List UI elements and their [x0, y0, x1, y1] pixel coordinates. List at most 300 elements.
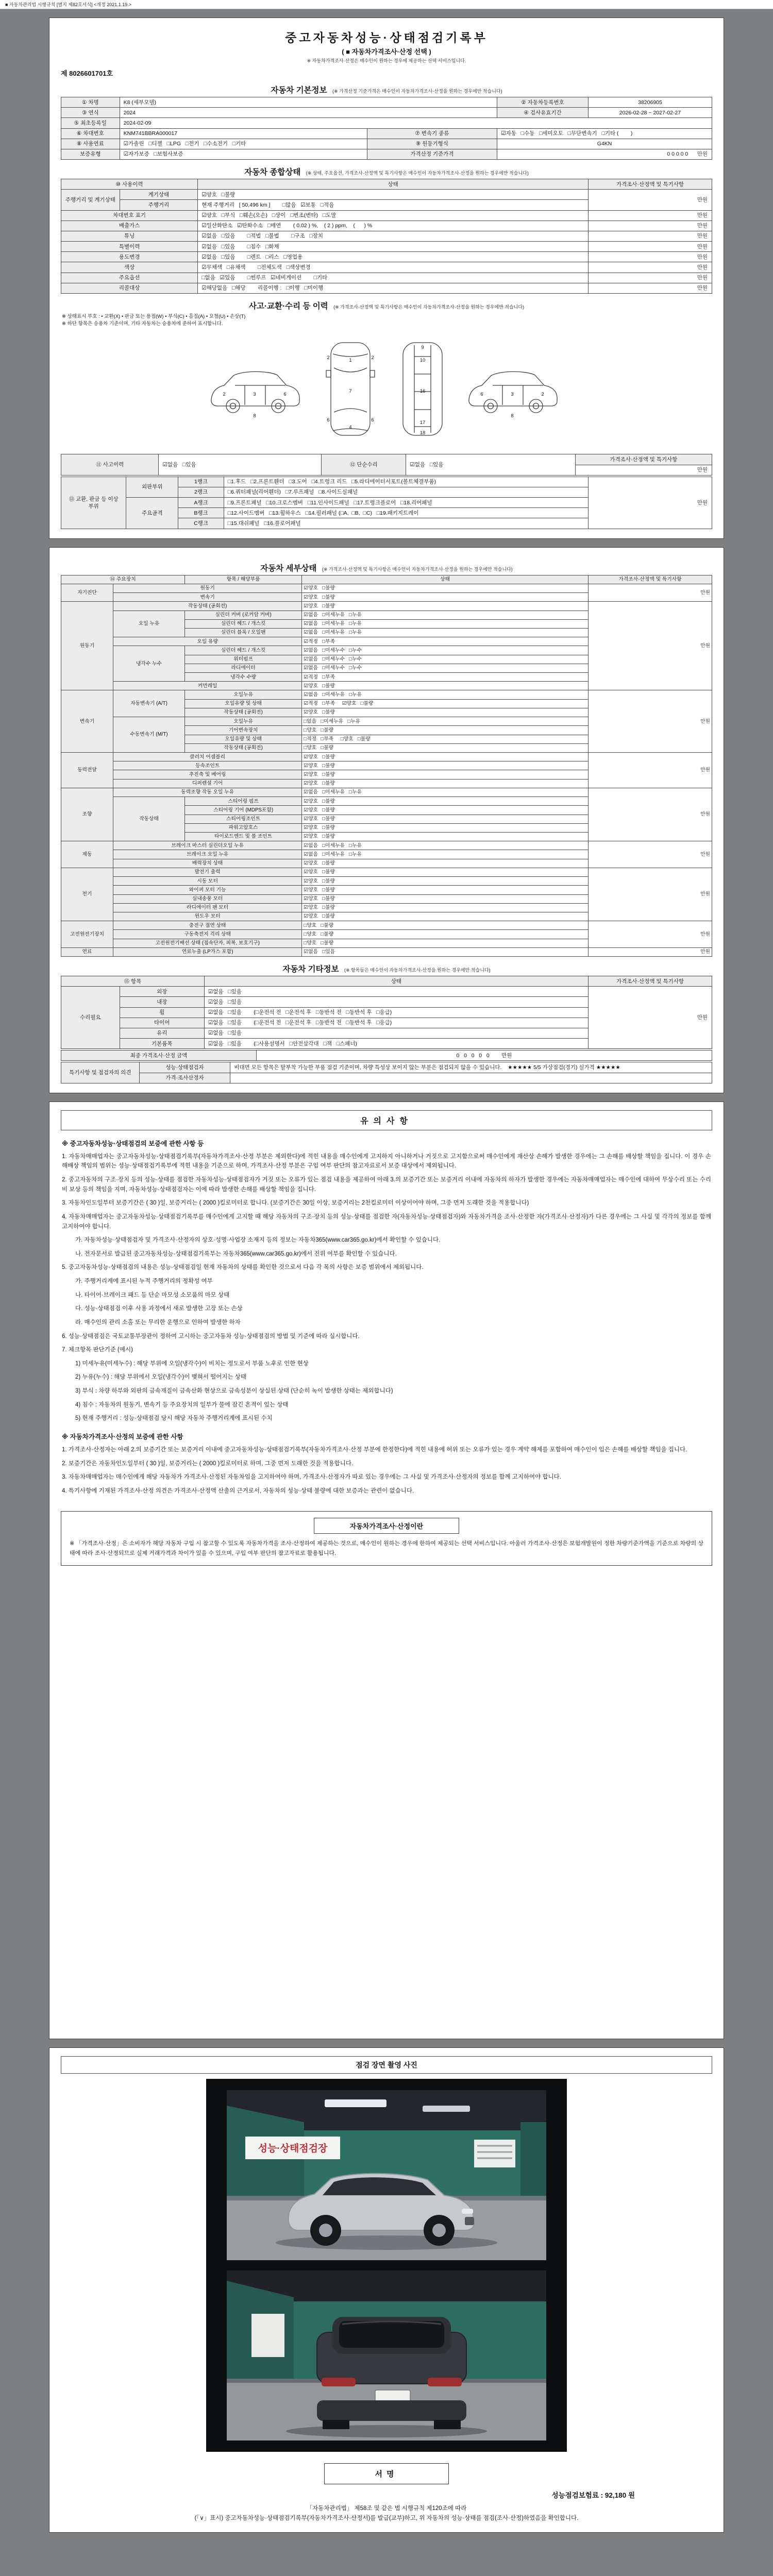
page-1	[49, 18, 724, 539]
checkbox-group[interactable]: ☑양호 □불량	[302, 682, 589, 690]
final-price: 0 0 0 0 0 만원	[256, 1050, 712, 1061]
field-label: ⑥ 차대번호	[61, 128, 120, 139]
svg-text:8: 8	[511, 413, 514, 419]
svg-text:8: 8	[253, 413, 256, 419]
document-number: 제 8026601701호	[61, 70, 113, 77]
checkbox-group[interactable]: ☑양호 □불량	[198, 190, 589, 200]
field-label: ⑩ 사용이력	[61, 179, 198, 190]
field-label: ⑧ 사용연료	[61, 139, 120, 149]
field-label: ③ 연식	[61, 108, 120, 118]
detail-section-note: (※ 가격조사·산정액 및 특기사항은 매수인이 자동차가격조사·산정을 원하는 경우에만 적습니다)	[322, 566, 513, 572]
field-label: 기어변속장치	[184, 726, 301, 735]
checkbox-group[interactable]: ☑없음 □있음	[204, 987, 588, 997]
notice-item: 다. 성능·상태점검 이후 사용 과정에서 새로 발생한 고장 또는 손상	[75, 1306, 243, 1312]
document-subtitle-note: ※ 자동차가격조사·산정은 매수인이 원하는 경우에 제공하는 선택 서비스입니다.	[307, 58, 466, 63]
svg-text:18: 18	[419, 430, 426, 436]
field-label: 리콜대상	[61, 283, 198, 293]
field-label: 실린더 헤드 / 개스킷	[184, 646, 301, 655]
inspector-opinion: 비대면 모든 항목은 탈부착 가능한 부품 점검 기준이며, 차량 특성상 보이지 않는 부분은 점검되지 않을 수 있습니다. ★★★★★ 5/5 가상점검(경기) 실가격 ★★★★★	[230, 1062, 712, 1073]
notice-item: 3. 자동차인도일부터 보증기간은 ( 30 )일, 보증거리는 ( 2000 )킬로미터로 합니다. (보증기간은 30일 이상, 보증거리는 2천킬로미터 이상이어야 하며, 그중 먼저 도래한 것을 적용합니다)	[62, 1200, 529, 1207]
appraiser-opinion	[230, 1073, 712, 1083]
notice-item: 2. 중고자동차의 구조·장치 등의 성능·상태를 점검한 자동차성능·상태점검자가 거짓 또는 오류가 있는 점검 내용을 제공하여 아래 3.의 보증기간 또는 보증거리 이내에 자동차의 하자가 발생한 경우에는 자동차매매업자는 매수인에 대하여 무상수리 또는 수리비 보상 등의 책임을 지며, 자동차성능·상태점검자는 이에 따라 발생한 손해를 배상할 책임을 집니다.	[62, 1177, 711, 1193]
svg-text:7: 7	[349, 388, 352, 395]
field-label: 라디에이터 팬 모터	[113, 903, 302, 912]
comprehensive-section-note: (※ 상태, 주요옵션, 가격조사·산정액 및 특기사항은 매수인이 자동차가격조사·산정을 원하는 경우에만 적습니다)	[306, 171, 529, 176]
checkbox-group[interactable]: ☑없음 □미세누유 □누유	[302, 690, 589, 699]
field-label: 구동축전지 격리 상태	[113, 930, 302, 939]
comprehensive-section-header	[61, 166, 712, 177]
field-label: 등속조인트	[113, 761, 302, 770]
checkbox-group[interactable]: ☑양호 □불량	[302, 832, 589, 841]
field-label: 브레이크 오일 누유	[113, 850, 302, 859]
notice-item: 3) 부식 : 차량 하부와 외판의 금속재질이 금속산화 현상으로 금속성분이 상실된 상태 (단순히 녹이 발생한 상태는 제외합니다)	[75, 1388, 393, 1394]
field-label: 원동기	[113, 584, 302, 592]
checkbox-group[interactable]: ☑없음 □있음	[406, 454, 575, 475]
field-label: 주행거리 및 계기상태	[61, 190, 120, 210]
field-value: 만원	[589, 242, 712, 252]
field-label: 용도변경	[61, 252, 198, 262]
inspection-period: 2026-02-28 ~ 2027-02-27	[589, 108, 712, 118]
inspection-fee-value: 92,180 원	[604, 2491, 635, 2499]
checkbox-group[interactable]: ☑양호 □불량	[302, 753, 589, 761]
svg-text:9: 9	[421, 345, 424, 351]
field-value: 만원	[589, 210, 712, 221]
checkbox-group[interactable]: □6.쿼터패널(리어휀더) □7.루프패널 □8.사이드실패널	[224, 487, 588, 497]
field-label: 주행거리	[120, 200, 198, 210]
etc-section-header	[61, 963, 712, 974]
checkbox-group[interactable]: ☑없음 □미세누유 □누유	[302, 841, 589, 850]
checkbox-group[interactable]: □양호 □불량	[302, 726, 589, 735]
field-label: 변속기	[113, 593, 302, 602]
detail-section-title: 자동차 세부상태	[260, 564, 317, 573]
field-label: 가격조사·산정액 및 특기사항	[589, 575, 712, 584]
plate-number: 38206905	[589, 97, 712, 108]
model-year: 2024	[120, 108, 497, 118]
field-label: 최종 가격조사·산정 금액	[61, 1050, 257, 1061]
field-label: 타이로드엔드 및 볼 조인트	[184, 832, 301, 841]
field-label: 튜닝	[61, 231, 198, 241]
checkbox-group[interactable]: □15.대쉬패널 □16.플로어패널	[224, 518, 588, 529]
svg-text:16: 16	[419, 388, 426, 395]
signature-box: 서명	[324, 2463, 449, 2484]
field-label: 수리필요	[61, 987, 120, 1049]
notice-item: 나. 타이어·브레이크 패드 등 단순 마모성 소모품의 마모 상태	[75, 1292, 230, 1298]
field-value: 만원	[589, 987, 712, 1049]
field-label: 차대번호 표기	[61, 210, 198, 221]
basic-section-header	[61, 84, 712, 95]
notice-item: 라. 매수인의 관리 소홀 또는 무리한 운행으로 인하여 발생한 하자	[75, 1319, 241, 1326]
field-label: 고전원전기장치	[61, 921, 113, 948]
field-label: 시동 모터	[113, 877, 302, 886]
notice-item: 4) 침수 : 자동차의 원동기, 변속기 등 주요장치의 일부가 물에 잠긴 흔적이 있는 상태	[75, 1401, 289, 1408]
checkbox-group[interactable]: ☑양호 □불량	[302, 593, 589, 602]
field-value: 만원	[589, 947, 712, 956]
field-value: 만원	[589, 477, 712, 529]
notice-item: 5) 현재 주행거리 : 성능·상태점검 당시 해당 자동차 주행거리계에 표시된 수치	[75, 1415, 273, 1422]
field-label: 오일누유	[184, 717, 301, 726]
svg-text:1: 1	[349, 358, 352, 364]
field-value: 만원	[589, 283, 712, 293]
notice-section-heading: ※ 자동차가격조사·산정의 보증에 관한 사항	[62, 1433, 183, 1440]
svg-text:3: 3	[253, 392, 256, 398]
field-value: 만원	[589, 921, 712, 948]
field-label: 배출가스	[61, 221, 198, 231]
field-label: 동력전달	[61, 753, 113, 788]
accident-history-table	[61, 454, 712, 475]
field-label: ① 차명	[61, 97, 120, 108]
checkbox-group[interactable]: ☑없음 □있음 □렌트 □리스 □영업용	[198, 252, 589, 262]
checkbox-group[interactable]: □적정 □부족 □양호 □불량	[302, 735, 589, 743]
field-label: 타이어	[120, 1018, 204, 1028]
field-label: 특별이력	[61, 242, 198, 252]
accident-diagram-wrap	[61, 330, 712, 451]
field-label: 커먼레일	[113, 682, 302, 690]
inspection-photo-front	[227, 2090, 546, 2260]
basic-section-title: 자동차 기본정보	[271, 86, 327, 95]
field-value: 만원	[589, 221, 712, 231]
checkbox-group[interactable]: ☑없음 □미세누유 □누유	[302, 788, 589, 796]
legal-statement-line1: 「자동차관리법」 제58조 및 같은 법 시행규칙 제120조에 따라	[306, 2505, 467, 2512]
field-value: 만원	[589, 262, 712, 273]
field-label: 가격산정 기준가격	[367, 149, 497, 159]
checkbox-group[interactable]: ☑해당없음 □해당 리콜이행 : □이행 □미이행	[198, 283, 589, 293]
field-label: 발전기 출력	[113, 868, 302, 876]
field-label: 가격·조사산정자	[139, 1073, 230, 1083]
field-label: 변속기	[61, 690, 113, 753]
notice-item: 4. 특기사항에 기재된 가격조사·산정 의견은 가격조사·산정액 산출의 근거로서, 자동차의 성능·상태 불량에 대한 보증과는 관련이 없습니다.	[62, 1487, 414, 1494]
checkbox-group[interactable]: ☑없음 □미세누수 □누수	[302, 655, 589, 664]
field-label: 클러치 어셈블리	[113, 753, 302, 761]
checkbox-group[interactable]: ☑없음 □미세누유 □누유	[302, 628, 589, 637]
field-label: 가격조사·산정액 및 특기사항	[575, 454, 712, 465]
checkbox-group[interactable]: □없음 ☑있음 □썬루프 ☑네비게이션 □기타	[198, 273, 589, 283]
checkbox-group[interactable]: ☑없음 □있음 (□사용설명서 □안전삼각대 □잭 □스패너)	[204, 1039, 588, 1049]
field-label: 제동	[61, 841, 113, 868]
field-label: 와이퍼 모터 기능	[113, 886, 302, 894]
svg-text:3: 3	[511, 392, 514, 398]
car-damage-diagram	[201, 330, 572, 448]
field-label: 디퍼렌셜 기어	[113, 779, 302, 788]
checkbox-group[interactable]: ☑적정 □부족	[302, 673, 589, 682]
field-label: 오일누유	[184, 690, 301, 699]
checkbox-group[interactable]: ☑없음 □미세누수 □누수	[302, 664, 589, 672]
page-3	[49, 1101, 724, 2039]
field-label: A랭크	[178, 498, 224, 508]
field-label: 외판부위	[126, 477, 178, 497]
checkbox-group[interactable]: ☑양호 □불량	[302, 894, 589, 903]
diagram-part-numbers	[223, 345, 544, 436]
field-value: 만원	[589, 753, 712, 788]
field-label: 특기사항 및 점검자의 의견	[61, 1062, 140, 1083]
vin: KNM741BBRA000017	[120, 128, 367, 139]
checkbox-group[interactable]: □1.후드 □2.프론트휀더 □3.도어 □4.트렁크 리드 □5.라디에이터서포트(볼트체결부품)	[224, 477, 588, 487]
field-label: 작동상태 (공회전)	[184, 743, 301, 752]
field-label: 성능·상태점검자	[139, 1062, 230, 1073]
field-label: 주요옵션	[61, 273, 198, 283]
field-label: ⑦ 변속기 종류	[367, 128, 497, 139]
field-label: 추진축 및 베어링	[113, 770, 302, 779]
notice-item: 5. 중고자동차성능·상태점검의 내용은 성능·상태점검일 현재 자동차의 상태를 확인한 것으로서 다음 각 목의 사항은 보증 범위에서 제외됩니다.	[62, 1264, 424, 1271]
inspection-fee-label: 성능점검보험료 :	[551, 2491, 603, 2499]
checkbox-group[interactable]: ☑없음 □있음	[204, 1028, 588, 1038]
notice-item: 1. 가격조사·산정자는 아래 2.의 보증기간 또는 보증거리 이내에 중고자동차성능·상태점검기록부(자동차가격조사·산정 부분에 한정한다)에 적힌 내용에 허위 또는 오류가 있는 경우 계약 해제를 포함하여 매수인이 입은 손해를 배상할 책임을 집니다.	[62, 1446, 687, 1453]
etc-section-note: (※ 항목들은 매수인이 자동차가격조사·산정을 원하는 경우에만 적습니다)	[344, 968, 491, 973]
accident-section-note: (※ 가격조사·산정액 및 특기사항은 매수인이 자동차가격조사·산정을 원하는 경우에만 적습니다)	[333, 304, 525, 310]
transmission-type[interactable]: ☑자동 □수동 □세미오토 □무단변속기 □기타 ( )	[497, 128, 712, 139]
field-label: 1랭크	[178, 477, 224, 487]
checkbox-group[interactable]: ☑없음 □있음	[302, 947, 589, 956]
field-label: 냉각수 수량	[184, 673, 301, 682]
inspection-fee-line	[61, 2489, 635, 2500]
document-subtitle: ( ■ 자동차가격조사·산정 선택 )	[342, 48, 431, 56]
notice-item: 1) 미세누유(미세누수) : 해당 부위에 오일(냉각수)이 비치는 정도로서 부품 노후로 인한 현상	[75, 1360, 309, 1367]
checkbox-group[interactable]: ☑양호 □불량	[302, 708, 589, 717]
photo-panel	[206, 2079, 567, 2452]
checkbox-group[interactable]: ☑양호 □불량	[302, 903, 589, 912]
photo-section-title: 점검 장면 촬영 사진	[61, 2056, 712, 2074]
checkbox-group[interactable]: □양호 □불량	[302, 743, 589, 752]
svg-text:6: 6	[371, 417, 374, 423]
damage-code-legend-line1: ※ 상태표시 부호 : • 교환(X) • 판금 또는 용접(W) • 부식(C) • 흠집(A) • 요철(U) • 손상(T)	[62, 313, 246, 319]
field-value: 만원	[589, 584, 712, 601]
field-label: 상태	[204, 976, 588, 987]
checkbox-group[interactable]: ☑없음 □있음 (□운전석 전 □운전석 후 □동반석 전 □동반석 후 □응급)	[204, 1018, 588, 1028]
field-label: 계기상태	[120, 190, 198, 200]
checkbox-group[interactable]: ☑양호 □불량	[302, 584, 589, 592]
field-value: 만원	[589, 788, 712, 841]
final-price-table	[61, 1050, 712, 1061]
mileage-value[interactable]: 현재 주행거리 [ 50,496 km ] □많음 ☑보통 □적음	[198, 200, 589, 210]
field-label: 스티어링조인트	[184, 815, 301, 823]
field-label: 충전구 절연 상태	[113, 921, 302, 930]
checkbox-group[interactable]: ☑양호 □불량	[302, 770, 589, 779]
svg-text:6: 6	[327, 417, 330, 423]
field-value: 만원	[589, 868, 712, 921]
accident-section-header	[61, 300, 712, 311]
field-label: 연료	[61, 947, 113, 956]
svg-text:2: 2	[327, 355, 330, 361]
svg-text:10: 10	[419, 358, 426, 364]
field-value: 만원	[589, 273, 712, 283]
field-value: 만원	[589, 602, 712, 690]
notice-item: 가. 자동차성능·상태점검자 및 가격조사·산정자의 상호·성명·사업장 소재지 등의 정보는 자동차365(www.car365.go.kr)에서 확인할 수 있습니다.	[75, 1237, 441, 1244]
price-survey-info-box	[61, 1511, 712, 1565]
page-2	[49, 547, 724, 1093]
checkbox-group[interactable]: ☑양호 □불량	[302, 806, 589, 815]
checkbox-group[interactable]: ☑없음 □있음	[204, 997, 588, 1007]
field-label: 실린더 블록 / 오일팬	[184, 628, 301, 637]
page-4	[49, 2047, 724, 2533]
damage-code-legend	[62, 313, 711, 328]
field-label: 항목 / 해당부품	[184, 575, 301, 584]
checkbox-group[interactable]: □9.프론트패널 □10.크로스멤버 □11.인사이드패널 □17.트렁크플로어 □18.리어패널	[224, 498, 588, 508]
inspection-photo-rear	[227, 2270, 546, 2441]
checkbox-group[interactable]: ☑없음 □있음 (□운전석 전 □운전석 후 □동반석 전 □동반석 후 □응급)	[204, 1007, 588, 1018]
damage-code-legend-line2: ※ 하단 항목은 승용차 기준이며, 기타 자동차는 승용차에 준하여 표시합니다.	[62, 321, 223, 327]
checkbox-group[interactable]: ☑없음 □미세누수 □누수	[302, 646, 589, 655]
checkbox-group[interactable]: ☑양호 □불량	[302, 815, 589, 823]
field-label: ⑬ 교환, 판금 등 이상 부위	[61, 477, 126, 529]
field-label: 윈도우 모터	[113, 912, 302, 921]
field-label: 조향	[61, 788, 113, 841]
notice-section-heading: ※ 중고자동차성능·상태점검의 보증에 관한 사항 등	[62, 1140, 204, 1147]
fuel-type[interactable]: ☑가솔린 □디젤 □LPG □전기 □수소전기 □기타	[120, 139, 367, 149]
checkbox-group[interactable]: ☑양호 □불량	[302, 602, 589, 611]
vehicle-name: K8 (세부모델)	[120, 97, 497, 108]
checkbox-group[interactable]: ☑양호 □불량	[302, 761, 589, 770]
field-label: ⑮ 항목	[61, 976, 205, 987]
field-label: 작동상태 (공회전)	[113, 602, 302, 611]
svg-text:2: 2	[223, 392, 226, 398]
checkbox-group[interactable]: □양호 □불량	[302, 939, 589, 947]
field-label: 가격조사·산정액 및 특기사항	[589, 179, 712, 190]
field-label: ⑪ 사고이력	[61, 454, 159, 475]
notice-body	[61, 1139, 712, 1496]
notice-item: 3. 자동차매매업자는 매수인에게 해당 자동차가 가격조사·산정된 자동차임을 고지하여야 하며, 가격조사·산정자가 따로 있는 경우에는 그 사실 및 가격조사·산정자의 정보를 함께 고지하여야 합니다.	[62, 1474, 561, 1481]
first-registration-date: 2024-02-09	[120, 118, 712, 128]
field-value: 만원	[575, 465, 712, 475]
checkbox-group[interactable]: ☑없음 □미세누유 □누유	[302, 619, 589, 628]
field-label: 수동변속기 (M/T)	[113, 717, 185, 753]
checkbox-group[interactable]: ☑양호 □불량	[302, 912, 589, 921]
field-label: 실내송풍 모터	[113, 894, 302, 903]
legal-statement-line2: (「∨」표시) 중고자동차성능·상태점검기록부(자동차가격조사·산정서)를 발급(교부)하고, 위 자동차의 성능·상태를 점검(조사·산정)하였음을 확인합니다.	[194, 2515, 579, 2522]
checkbox-group[interactable]: □없음 □미세누유 □누유	[302, 717, 589, 726]
panel-replacement-table	[61, 477, 712, 529]
notice-item: 7. 체크항목 판단기준 (예시)	[62, 1347, 133, 1353]
field-value: 만원	[589, 190, 712, 210]
notice-item: 4. 자동차매매업자는 중고자동차성능·상태점검기록부를 매수인에게 고지할 때 해당 자동차의 구조·장치 등의 성능·상태를 점검한 자(자동차성능·상태점검자)와 자동차가격을 조사·산정한 자(가격조사·산정자)가 다른 경우에는 그 사실 및 각각의 정보를 함께 고지하여야 합니다.	[62, 1213, 711, 1230]
checkbox-group[interactable]: □양호 □불량	[302, 930, 589, 939]
field-label: 상태	[198, 179, 589, 190]
notice-item: 가. 주행거리계에 표시된 누적 주행거리의 정확성 여부	[75, 1278, 213, 1284]
field-label: 유리	[120, 1028, 204, 1038]
checkbox-group[interactable]: ☑없음 □미세누유 □누유	[302, 850, 589, 859]
field-label: 작동상태	[113, 797, 185, 841]
field-label: 보증유형	[61, 149, 120, 159]
checkbox-group[interactable]: ☑없음 □있음	[159, 454, 322, 475]
field-value: 만원	[589, 231, 712, 241]
field-label: 원동기	[61, 602, 113, 690]
warranty-type[interactable]: ☑자가보증 □보험사보증	[120, 149, 367, 159]
field-value: 만원	[589, 841, 712, 868]
checkbox-group[interactable]: □양호 □불량	[302, 921, 589, 930]
field-label: 오일 유량	[113, 637, 302, 646]
field-label: 실린더 커버 (로커암 커버)	[184, 611, 301, 619]
field-label: 휠	[120, 1007, 204, 1018]
field-label: 외장	[120, 987, 204, 997]
basic-section-note: (※ 가격산정 기준가격은 매수인이 자동차가격조사·산정을 원하는 경우에만 적습니다)	[332, 89, 502, 94]
field-label: 워터펌프	[184, 655, 301, 664]
field-label: 냉각수 누수	[113, 646, 185, 682]
field-label: 동력조향 작동 오일 누유	[113, 788, 302, 796]
checkbox-group[interactable]: ☑양호 □불량	[302, 859, 589, 868]
basic-info-table	[61, 97, 712, 160]
svg-text:17: 17	[419, 420, 426, 426]
notice-title: 유의사항	[61, 1110, 712, 1130]
document-title: 중고자동차성능·상태점검기록부	[285, 31, 488, 44]
field-label: ⑤ 최초등록일	[61, 118, 120, 128]
field-label: B랭크	[178, 508, 224, 518]
field-label: ② 자동차등록번호	[497, 97, 589, 108]
price-survey-info-text: ※ 「가격조사·산정」은 소비자가 해당 자동차 구입 시 참고할 수 있도록 자동차가격을 조사·산정하여 제공하는 것으로, 매수인이 원하는 경우에 한하여 제공되는 선택 서비스입니다. 아울러 가격조사·산정은 보험개발원이 정한 차량기준가액을 기준으로 차량의 상태에 따라 조사·산정되므로 실제 거래가격과 차이가 있을 수 있으며, 구입 여부 판단의 참고자료로 활용됩니다.	[70, 1540, 703, 1556]
checkbox-group[interactable]: ☑없음 □있음 □침수 □화재	[198, 242, 589, 252]
comprehensive-section-title: 자동차 종합상태	[244, 168, 301, 177]
svg-text:4: 4	[349, 425, 352, 431]
notice-item: 2. 보증기간은 자동차인도일부터 ( 30 )일, 보증거리는 ( 2000 )킬로미터로 하며, 그중 먼저 도래한 것을 적용합니다.	[62, 1460, 354, 1467]
field-value: 만원	[589, 252, 712, 262]
field-label: 주요골격	[126, 498, 178, 529]
checkbox-group[interactable]: ☑없음 □미세누유 □누유	[302, 611, 589, 619]
field-label: 스티어링 기어 (MDPS포함)	[184, 806, 301, 815]
field-label: 연료누출 (LP가스 포함)	[113, 947, 302, 956]
base-price: 0 0 0 0 0 만원	[497, 149, 712, 159]
field-label: 자동변속기 (A/T)	[113, 690, 185, 717]
svg-text:2: 2	[541, 392, 544, 398]
checkbox-group[interactable]: ☑적정 □부족 ☑양호 □불량	[302, 699, 589, 708]
emission-values[interactable]: ☑일산화탄소 ☑탄화수소 □매연 ( 0.02 ) %, ( 2 ) ppm, ( ) %	[198, 221, 589, 231]
field-label: 내장	[120, 997, 204, 1007]
field-label: ④ 검사유효기간	[497, 108, 589, 118]
field-label: 가격조사·산정액 및 특기사항	[589, 976, 712, 987]
field-value: 만원	[589, 690, 712, 753]
field-label: C랭크	[178, 518, 224, 529]
field-label: 오일 누유	[113, 611, 185, 637]
detail-section-header	[61, 562, 712, 573]
checkbox-group[interactable]: ☑양호 □불량	[302, 779, 589, 788]
form-code-note: ■ 자동차관리법 시행규칙 [별지 제82호서식] <개정 2021.1.19.>	[0, 0, 773, 9]
checkbox-group[interactable]: ☑무채색 □유채색 □전체도색 □색상변경	[198, 262, 589, 273]
field-label: ⑨ 원동기형식	[367, 139, 497, 149]
checkbox-group[interactable]: ☑양호 □불량	[302, 886, 589, 894]
svg-text:2: 2	[371, 355, 374, 361]
accident-section-title: 사고·교환·수리 등 이력	[248, 301, 328, 311]
checkbox-group[interactable]: ☑없음 □있음 □적법 □불법 □구조 □장치	[198, 231, 589, 241]
checkbox-group[interactable]: ☑양호 □불량	[302, 868, 589, 876]
checkbox-group[interactable]: ☑양호 □불량	[302, 877, 589, 886]
checkbox-group[interactable]: □12.사이드멤버 □13.휠하우스 □14.필러패널 (□A, □B, □C) □19.패키지트레이	[224, 508, 588, 518]
field-label: 스티어링 펌프	[184, 797, 301, 806]
checkbox-group[interactable]: ☑적정 □부족	[302, 637, 589, 646]
field-label: 고전원전기배선 상태 (접속단자, 피복, 보호기구)	[113, 939, 302, 947]
field-label: 실린더 헤드 / 개스킷	[184, 619, 301, 628]
svg-text:6: 6	[480, 392, 483, 398]
field-label: 자기진단	[61, 584, 113, 601]
checkbox-group[interactable]: ☑양호 □불량	[302, 823, 589, 832]
field-label: ⑫ 단순수리	[322, 454, 406, 475]
field-label: 상태	[302, 575, 589, 584]
car-diagram-outlines	[211, 343, 557, 435]
etc-section-title: 자동차 기타정보	[282, 965, 339, 974]
engine-code: G4KN	[497, 139, 712, 149]
field-label: 2랭크	[178, 487, 224, 497]
field-label: 브레이크 마스터 실린더오일 누유	[113, 841, 302, 850]
detail-state-table	[61, 575, 712, 957]
svg-text:6: 6	[283, 392, 287, 398]
field-label: 전기	[61, 868, 113, 921]
field-label: 작동상태 (공회전)	[184, 708, 301, 717]
comprehensive-state-table	[61, 179, 712, 294]
garage-sign-text: 성능·상태점검장	[258, 2143, 328, 2154]
field-label: 배력장치 상태	[113, 859, 302, 868]
notice-item: 1. 자동차매매업자는 중고자동차성능·상태점검기록부(자동차가격조사·산정 부분은 제외한다)에 적힌 내용을 매수인에게 고지하지 아니하거나 거짓으로 고지함으로써 매수인에게 재산상 손해가 발생한 경우에는 그 손해를 배상할 책임을 집니다. 이 경우 손해배상 책임의 범위는 성능·상태점검기록부에 적힌 내용을 기준으로 하며, 가격조사·산정 부분은 구입 여부 판단의 참고자료로서 보증 대상에서 제외됩니다.	[62, 1153, 711, 1170]
checkbox-group[interactable]: ☑양호 □불량	[302, 797, 589, 806]
notice-item: 2) 누유(누수) : 해당 부위에서 오일(냉각수)이 맺혀서 떨어지는 상태	[75, 1374, 247, 1381]
etc-info-table	[61, 976, 712, 1049]
field-label: ⑭ 주요장치	[61, 575, 185, 584]
checkbox-group[interactable]: ☑양호 □부식 □훼손(오손) □상이 □변조(변타) □도말	[198, 210, 589, 221]
field-label: 오일유량 및 상태	[184, 735, 301, 743]
